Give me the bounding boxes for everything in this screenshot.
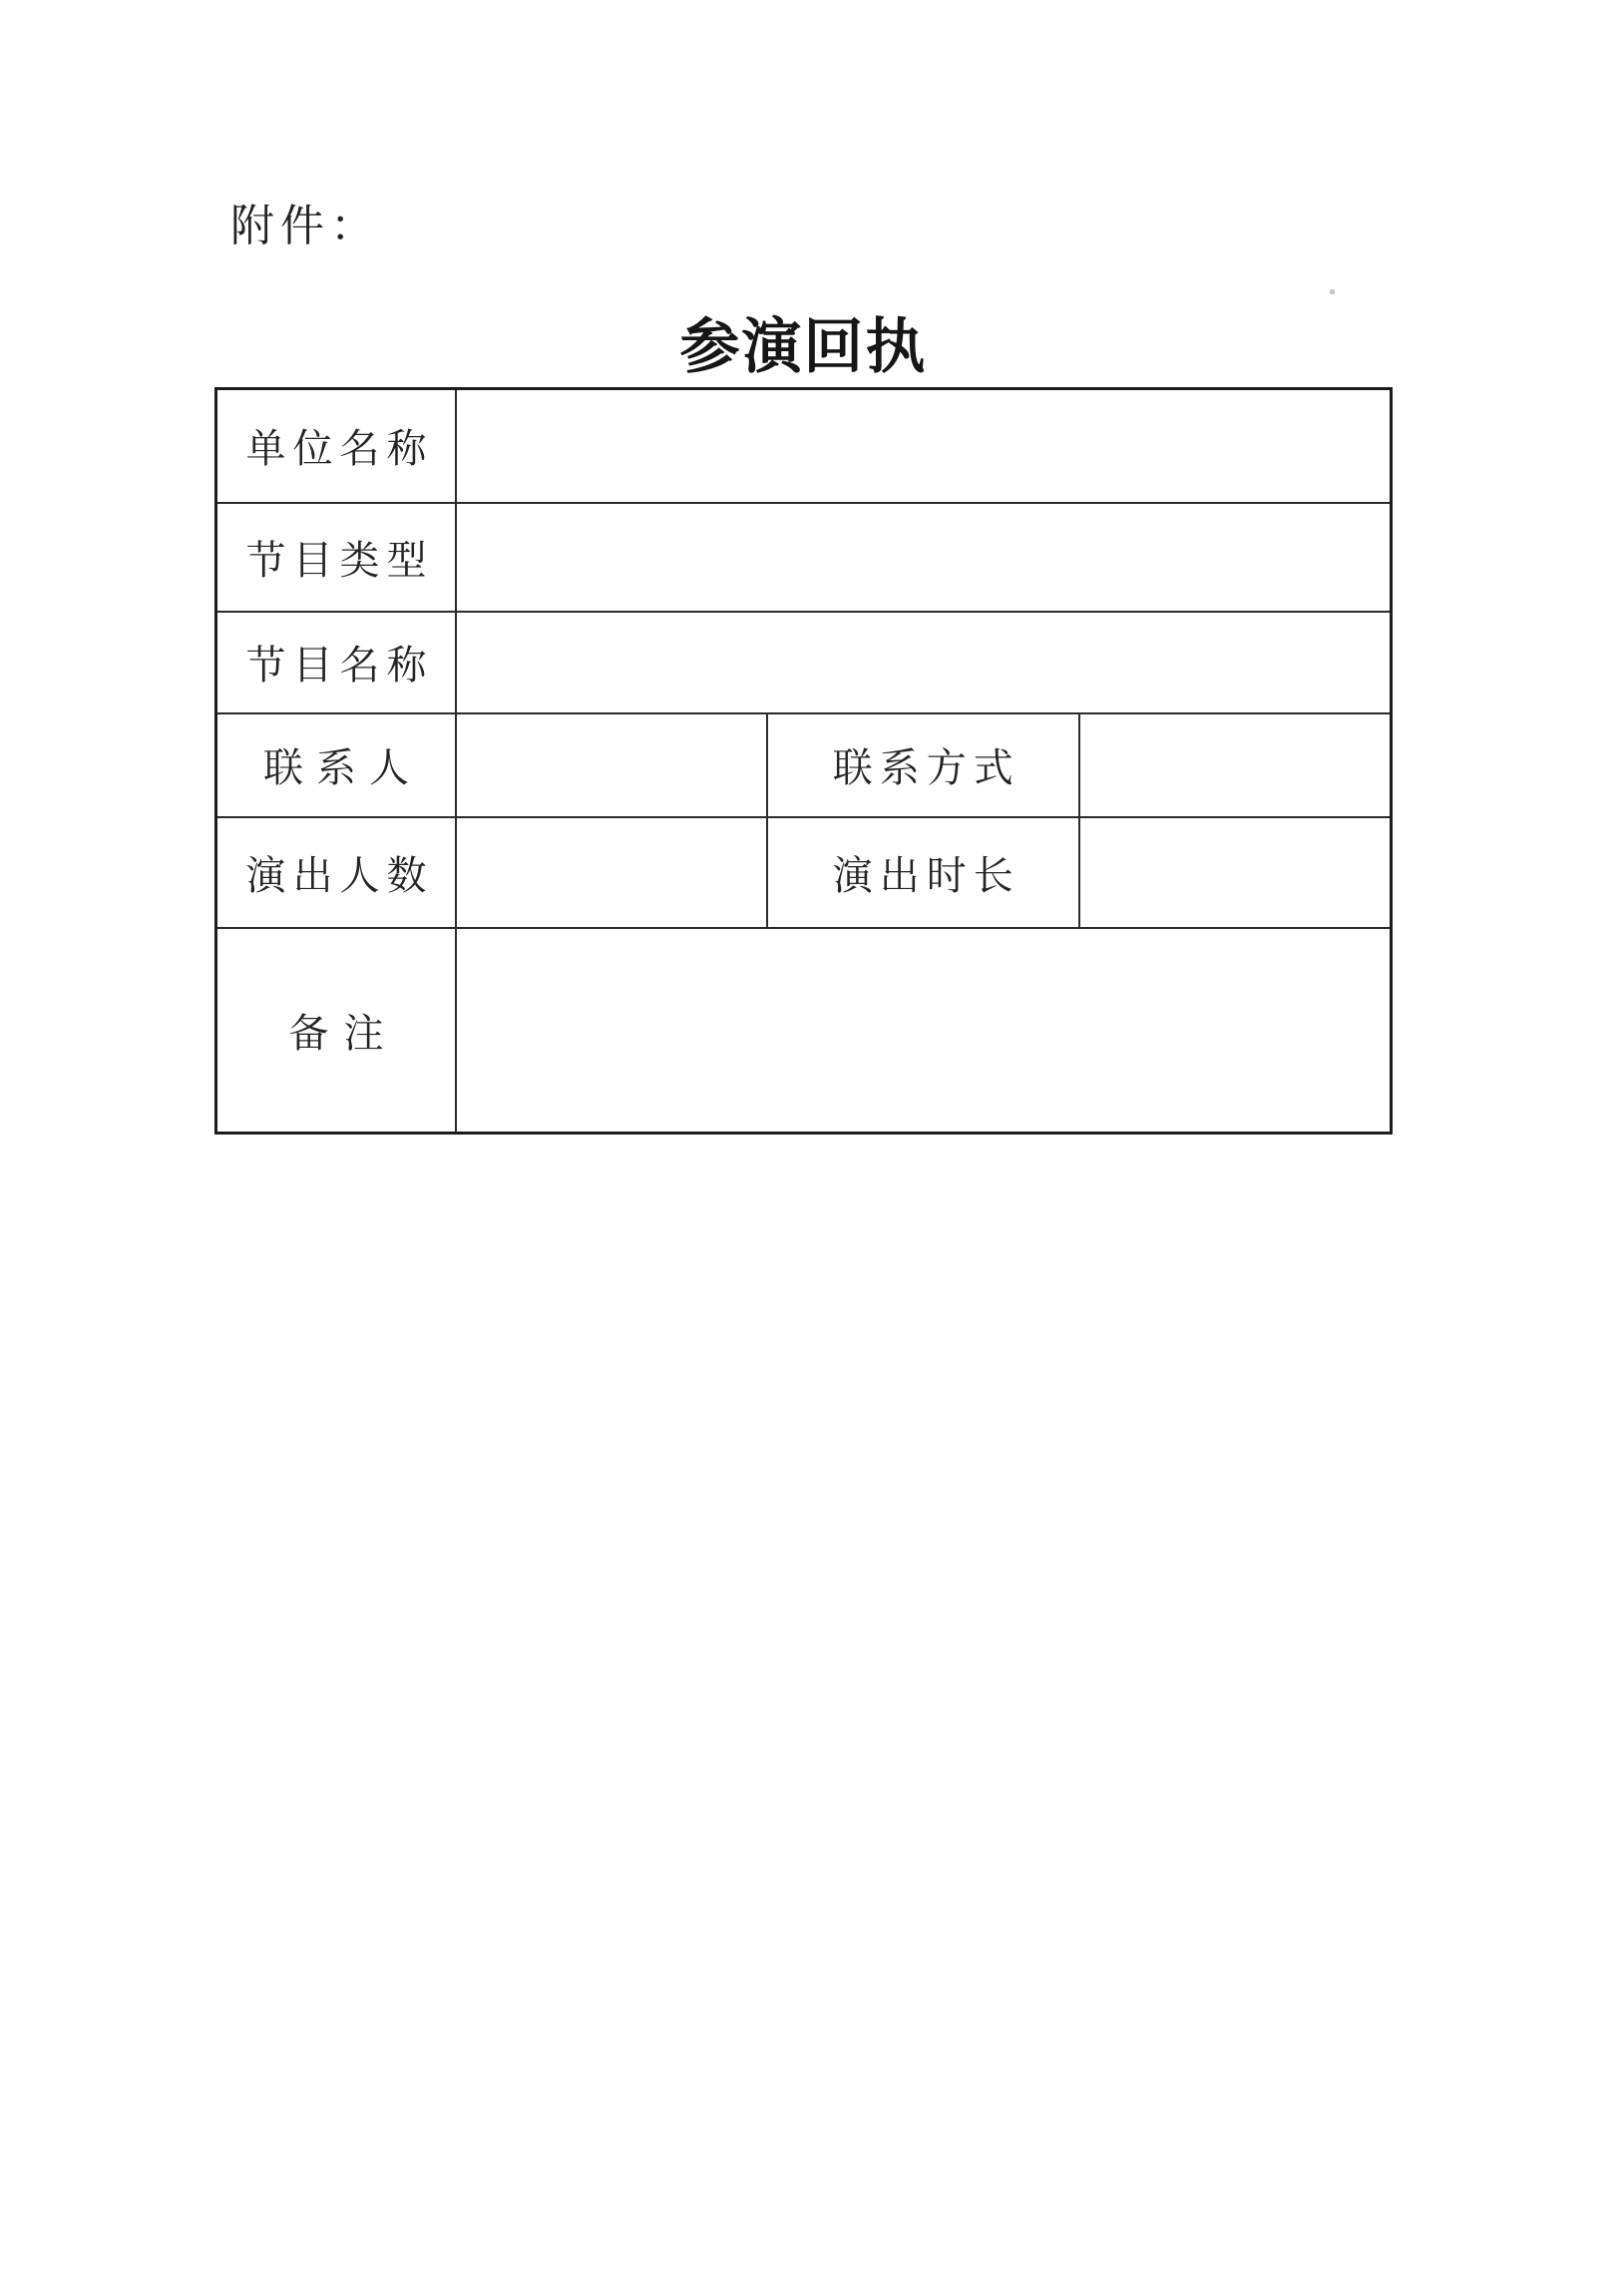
field-value-contact-method <box>1079 713 1392 817</box>
scan-artifact-speck <box>1330 289 1335 294</box>
table-row-program-type <box>216 503 1392 612</box>
participation-reply-form-table <box>214 387 1393 1135</box>
field-label-performer-count: 演出人数 <box>216 817 457 928</box>
page-title: 参演回执 <box>679 314 928 380</box>
table-row-remarks <box>216 928 1392 1134</box>
field-label-performance-duration: 演出时长 <box>767 817 1079 928</box>
field-value-program-name <box>456 612 1391 713</box>
field-label-program-name: 节目名称 <box>216 612 457 713</box>
title-row <box>217 299 1390 385</box>
attachment-label: 附件： <box>230 202 380 250</box>
field-value-remarks <box>456 928 1391 1134</box>
field-value-program-type <box>456 503 1391 612</box>
field-value-performer-count <box>456 817 767 928</box>
table-row-program-name <box>216 612 1392 713</box>
field-label-contact-person: 联系人 <box>216 713 457 817</box>
field-value-contact-person <box>456 713 767 817</box>
field-value-performance-duration <box>1079 817 1392 928</box>
field-label-contact-method: 联系方式 <box>767 713 1079 817</box>
field-label-program-type: 节目类型 <box>216 503 457 612</box>
field-label-unit-name: 单位名称 <box>216 389 457 503</box>
field-label-remarks: 备注 <box>216 928 457 1134</box>
table-row-unit-name <box>216 389 1392 503</box>
table-row-contact <box>216 713 1392 817</box>
field-value-unit-name <box>456 389 1391 503</box>
table-row-performance <box>216 817 1392 928</box>
